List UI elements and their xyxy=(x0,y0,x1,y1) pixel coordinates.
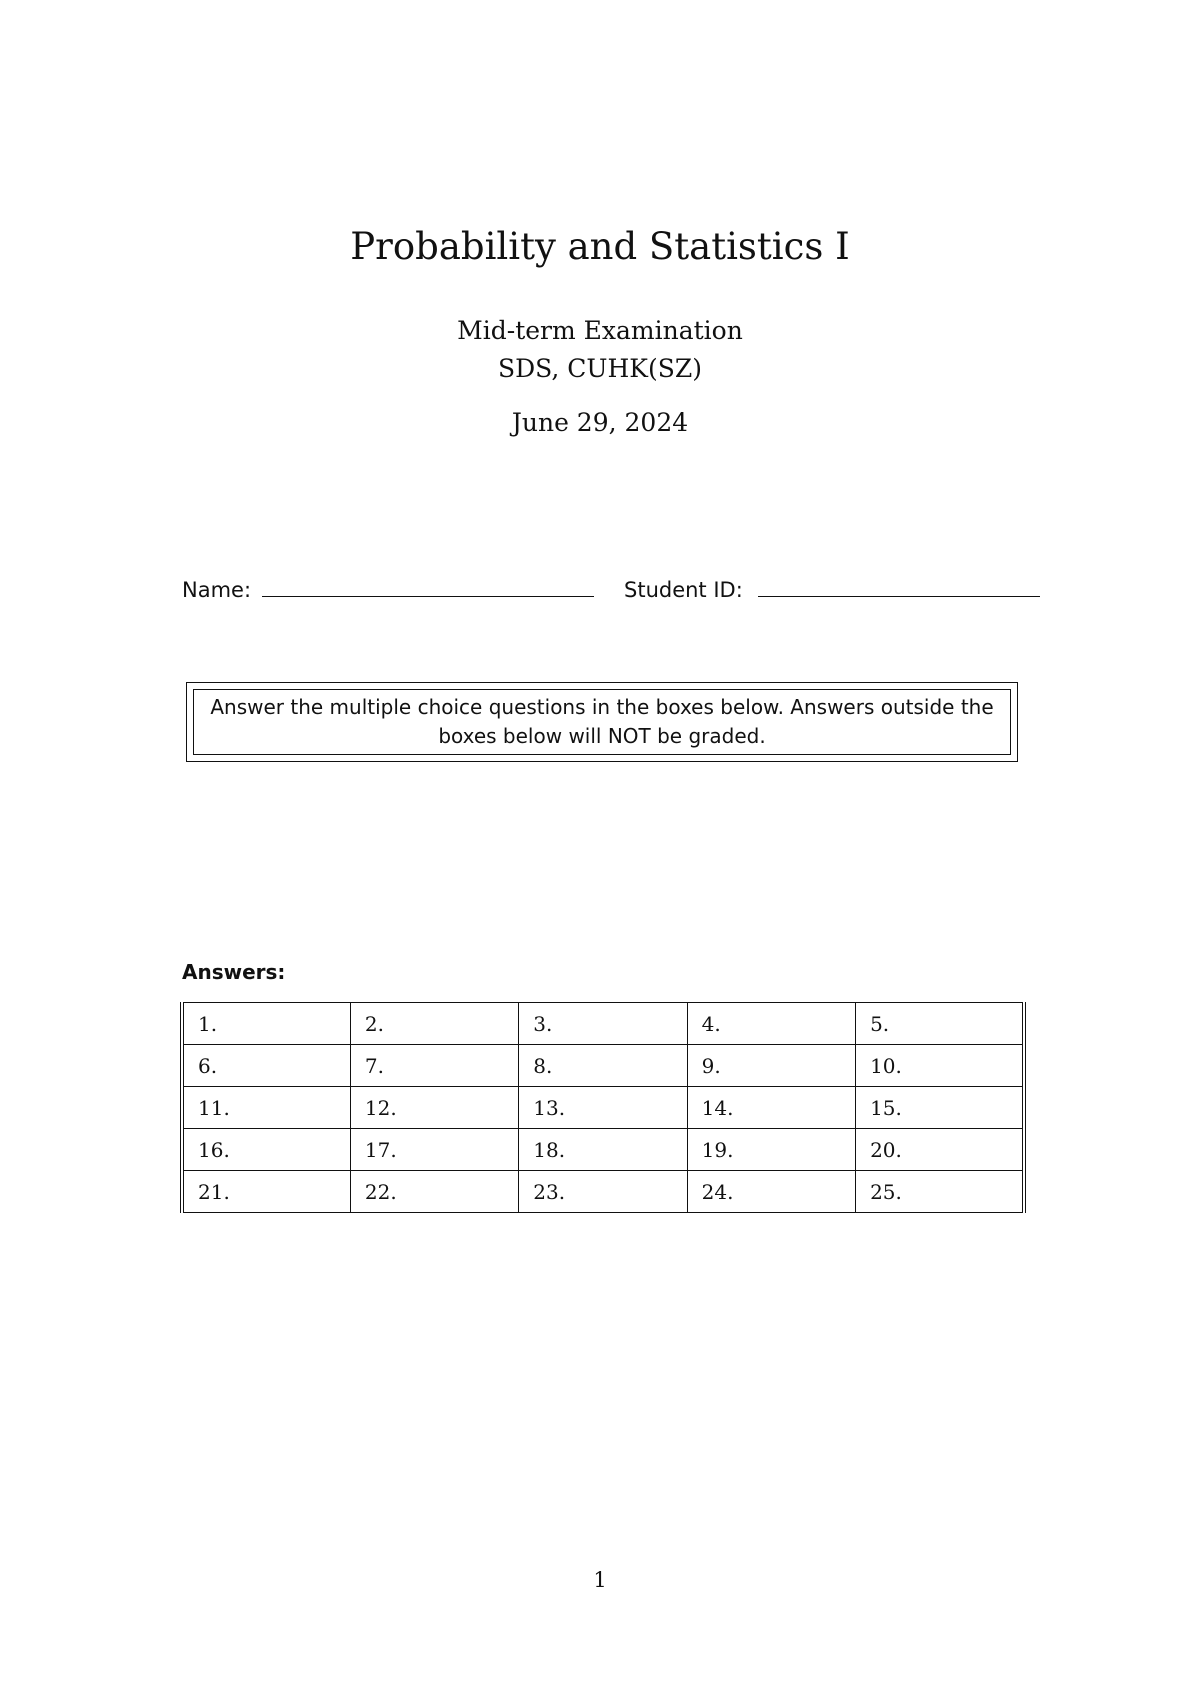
answer-cell[interactable]: 25. xyxy=(856,1171,1024,1213)
notice-box xyxy=(193,689,1011,755)
answer-cell[interactable]: 16. xyxy=(182,1129,350,1171)
answer-cell[interactable]: 14. xyxy=(687,1087,855,1129)
notice-text: Answer the multiple choice questions in the boxes below. Answers outside the boxes below will NOT be graded. xyxy=(210,695,994,748)
name-field[interactable] xyxy=(262,596,594,597)
student-id-field[interactable] xyxy=(758,596,1040,597)
student-id-label: Student ID: xyxy=(624,578,743,602)
answer-cell[interactable]: 21. xyxy=(182,1171,350,1213)
answer-cell[interactable]: 6. xyxy=(182,1045,350,1087)
answer-cell[interactable]: 23. xyxy=(519,1171,687,1213)
answer-cell[interactable]: 8. xyxy=(519,1045,687,1087)
answer-row xyxy=(182,1087,1024,1129)
answer-row xyxy=(182,1003,1024,1045)
answer-cell[interactable]: 7. xyxy=(350,1045,518,1087)
answer-cell[interactable]: 17. xyxy=(350,1129,518,1171)
institution: SDS, CUHK(SZ) xyxy=(498,354,702,383)
answer-cell[interactable]: 22. xyxy=(350,1171,518,1213)
exam-type: Mid-term Examination xyxy=(457,316,743,345)
answers-heading: Answers: xyxy=(182,960,286,984)
answer-cell[interactable]: 5. xyxy=(856,1003,1024,1045)
answer-cell[interactable]: 3. xyxy=(519,1003,687,1045)
answer-cell[interactable]: 4. xyxy=(687,1003,855,1045)
answer-row xyxy=(182,1045,1024,1087)
answer-cell[interactable]: 9. xyxy=(687,1045,855,1087)
answer-cell[interactable]: 24. xyxy=(687,1171,855,1213)
answer-cell[interactable]: 20. xyxy=(856,1129,1024,1171)
exam-title: Probability and Statistics I xyxy=(350,225,850,268)
answer-cell[interactable]: 11. xyxy=(182,1087,350,1129)
answer-cell[interactable]: 1. xyxy=(182,1003,350,1045)
page-number: 1 xyxy=(593,1568,607,1592)
answer-cell[interactable]: 13. xyxy=(519,1087,687,1129)
answer-cell[interactable]: 10. xyxy=(856,1045,1024,1087)
exam-date: June 29, 2024 xyxy=(511,408,689,437)
answer-cell[interactable]: 12. xyxy=(350,1087,518,1129)
answer-grid xyxy=(180,1002,1026,1213)
answer-cell[interactable]: 19. xyxy=(687,1129,855,1171)
name-label: Name: xyxy=(182,578,252,602)
answer-cell[interactable]: 18. xyxy=(519,1129,687,1171)
answer-row xyxy=(182,1171,1024,1213)
answer-row xyxy=(182,1129,1024,1171)
answer-cell[interactable]: 15. xyxy=(856,1087,1024,1129)
answer-cell[interactable]: 2. xyxy=(350,1003,518,1045)
